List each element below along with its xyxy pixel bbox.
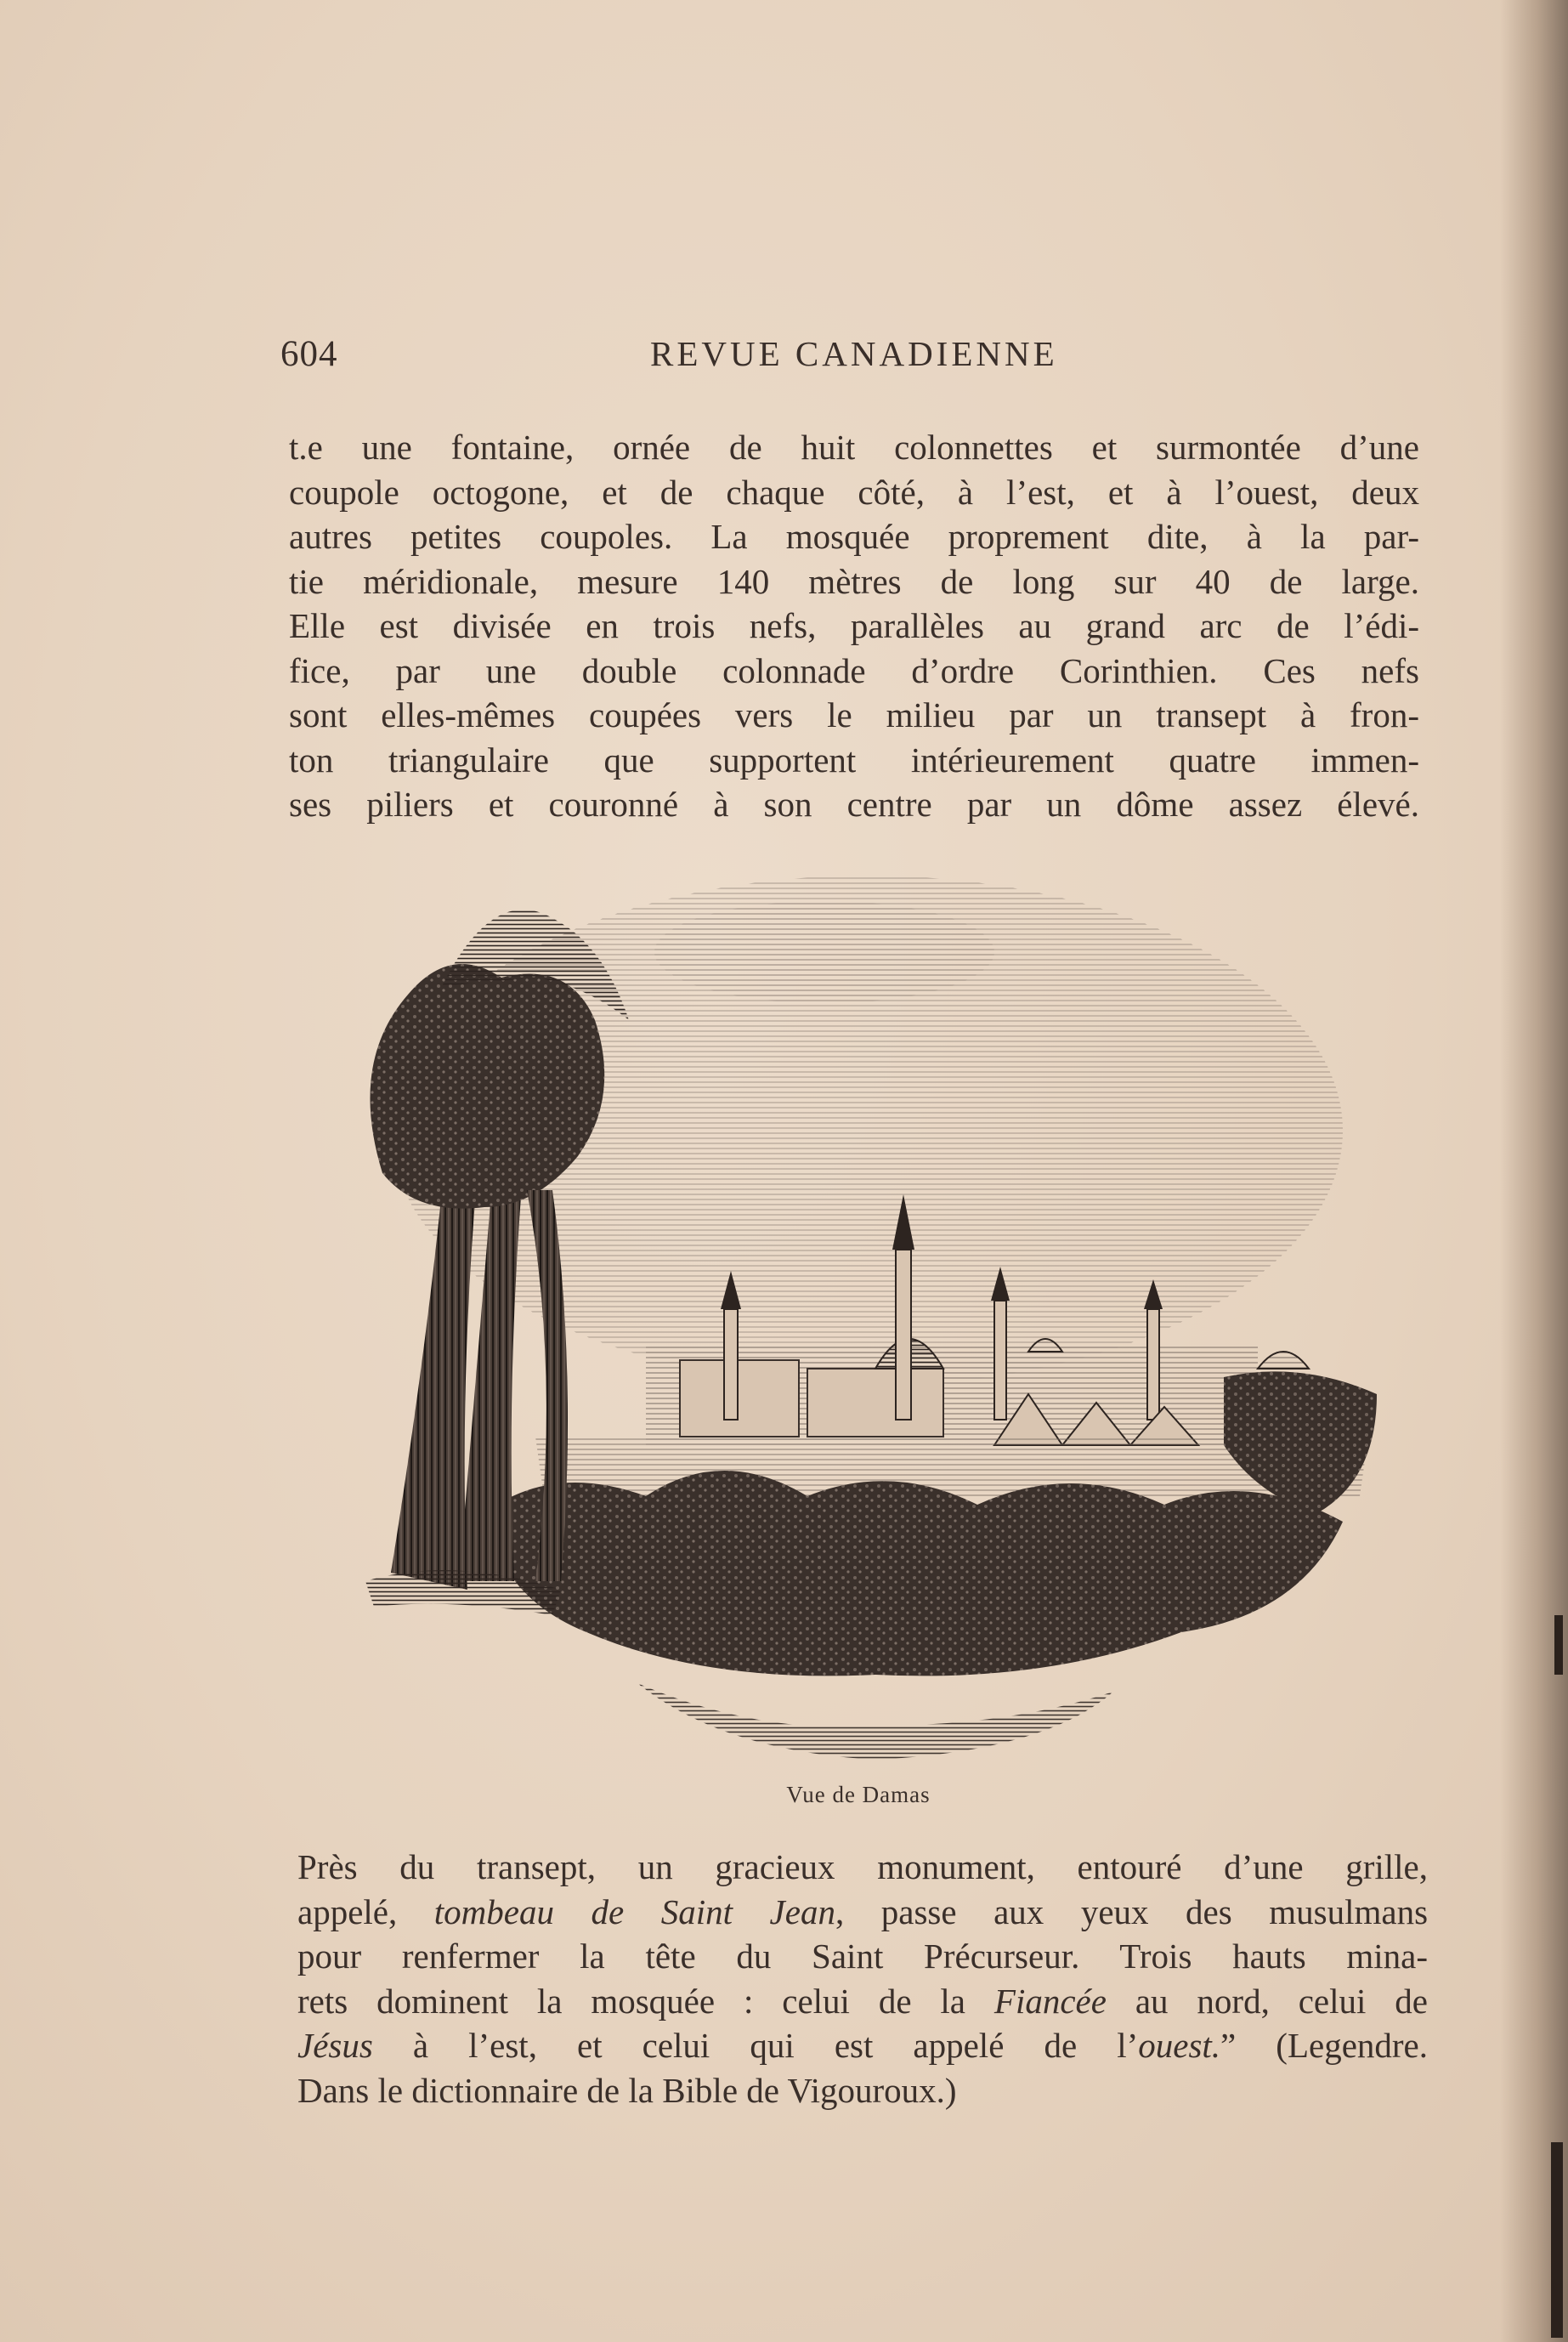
page-header <box>280 333 1130 384</box>
text-line <box>297 1890 1428 1935</box>
text-line <box>297 2023 1428 2068</box>
italic-run: Fiancée <box>993 1981 1107 2021</box>
text-line: Elle est divisée en trois nefs, parallèles au grand arc de l’édi- <box>289 606 1419 645</box>
page-number: 604 <box>280 334 338 374</box>
text-line: ton triangulaire que supportent intérieurement quatre immen- <box>289 740 1419 780</box>
text-run: ” (Legendre. <box>1220 2026 1428 2065</box>
figure-caption: Vue de Damas <box>786 1782 931 1807</box>
text-line: pour renfermer la tête du Saint Précurseur. Trois hauts mina- <box>297 1937 1428 1976</box>
text-line: ses piliers et couronné à son centre par un dôme assez élevé. <box>289 785 1419 824</box>
text-run: rets dominent la mosquée : celui de la <box>297 1981 994 2021</box>
foreground-bushes <box>484 1471 1343 1676</box>
page-edge-mark <box>1551 2142 1563 2338</box>
text-run: , passe aux yeux des musulmans <box>835 1891 1429 1931</box>
page-edge-shadow <box>1500 0 1568 2342</box>
text-line: autres petites coupoles. La mosquée proprement dite, à la par- <box>289 517 1419 556</box>
page-edge-mark <box>1554 1615 1563 1675</box>
text-run: appelé, <box>297 1891 434 1931</box>
damascus-engraving <box>280 850 1419 1768</box>
text-line <box>297 1979 1428 2024</box>
italic-run: ouest. <box>1138 2026 1221 2065</box>
text-run: au nord, celui de <box>1106 1981 1428 2021</box>
text-line: sont elles-mêmes coupées vers le milieu par un transept à fron- <box>289 695 1419 734</box>
text-line: tie méridionale, mesure 140 mètres de long sur 40 de large. <box>289 561 1419 601</box>
italic-run: Jésus <box>297 2026 373 2065</box>
paragraph-top <box>289 425 1419 827</box>
text-line: t.e une fontaine, ornée de huit colonnettes et surmontée d’une <box>289 428 1419 467</box>
text-line: coupole octogone, et de chaque côté, à l’est, et à l’ouest, deux <box>289 472 1419 512</box>
engraving-illustration <box>280 850 1419 1768</box>
bottom-shrubs <box>637 1683 1113 1760</box>
sky-hatching-top <box>654 901 994 1003</box>
text-line: Près du transept, un gracieux monument, entouré d’une grille, <box>297 1847 1428 1886</box>
text-line: Dans le dictionnaire de la Bible de Vigouroux.) <box>297 2070 957 2110</box>
paragraph-bottom <box>297 1845 1428 2112</box>
text-line: fice, par une double colonnade d’ordre Corinthien. Ces nefs <box>289 650 1419 690</box>
text-run: à l’est, et celui qui est appelé de l’ <box>372 2026 1139 2065</box>
running-title: REVUE CANADIENNE <box>650 334 1058 373</box>
italic-run: tombeau de Saint Jean <box>433 1891 835 1931</box>
